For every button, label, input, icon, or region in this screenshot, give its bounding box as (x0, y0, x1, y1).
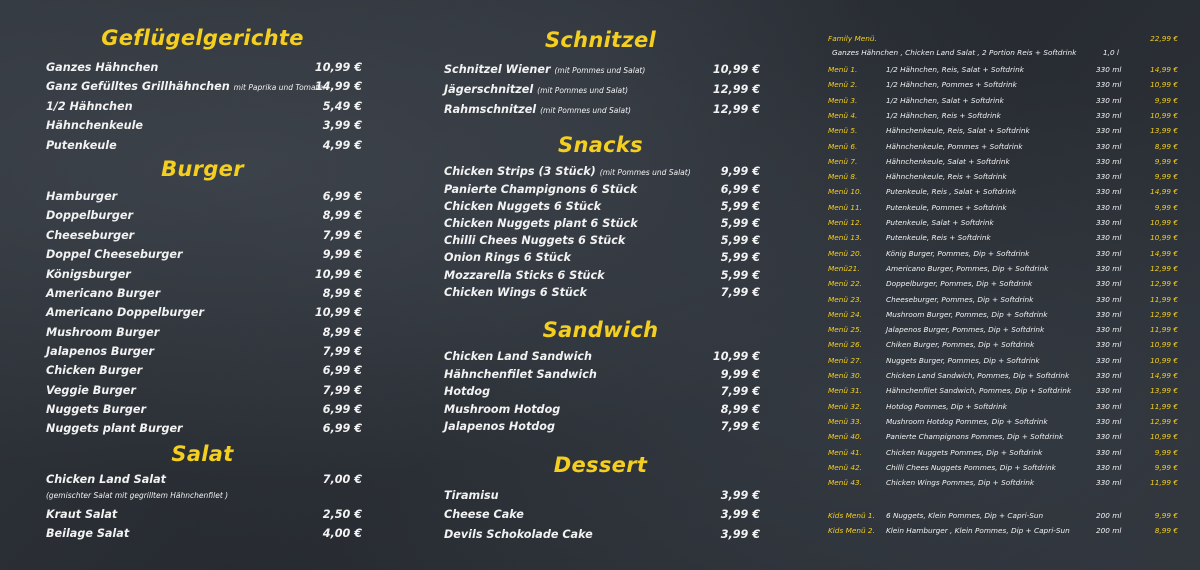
menu-row (828, 307, 1178, 322)
menu-item: Tiramisu 3,99 € (444, 489, 760, 502)
menu-row (828, 508, 1178, 523)
menu-row (828, 353, 1178, 368)
menu-size: 330 ml (1096, 355, 1122, 365)
menu-price: 14,99 € (1150, 371, 1178, 380)
menu-row (828, 460, 1178, 475)
menu-desc: Putenkeule, Salat + Softdrink (886, 218, 994, 227)
menu-item: Chicken Nuggets plant 6 Stück 5,99 € (444, 217, 760, 230)
menu-label: Kids Menü 2. (828, 525, 875, 535)
menu-size: 330 ml (1096, 156, 1122, 166)
menu-price: 14,99 € (1150, 65, 1178, 74)
family-menu-desc: Ganzes Hähnchen , Chicken Land Salat , 2 Portion Reis + Softdrink 1,0 l (832, 48, 1119, 57)
menu-label: Menü 25. (828, 325, 862, 335)
menu-size: 330 ml (1096, 294, 1122, 304)
menu-row (828, 322, 1178, 337)
menu-price: 13,99 € (1150, 126, 1178, 136)
menu-row (828, 169, 1178, 184)
menu-size: 330 ml (1096, 263, 1122, 273)
menu-desc: Putenkeule, Reis + Softdrink (886, 233, 991, 243)
menu-label: Menü 1. (828, 65, 858, 74)
menu-price: 11,99 € (1150, 294, 1178, 304)
menu-label: Menü 43. (828, 478, 862, 488)
menu-desc: Chiken Burger, Pommes, Dip + Softdrink (886, 340, 1035, 350)
menu-label: Menü21. (828, 263, 860, 273)
menu-size: 330 ml (1096, 401, 1122, 411)
menu-label: Menü 41. (828, 447, 862, 457)
menu-price: 9,99 € (1154, 95, 1178, 105)
menu-price: 14,99 € (1150, 187, 1178, 197)
menu-item: Ganzes Hähnchen 10,99 € (46, 61, 362, 74)
menu-item: Mushroom Burger 8,99 € (46, 326, 362, 339)
menu-row (828, 523, 1178, 538)
menu-size: 330 ml (1096, 187, 1122, 197)
menu-row (828, 230, 1178, 245)
menu-label: Menü 22. (828, 279, 862, 289)
menu-item: Beilage Salat 4,00 € (46, 527, 362, 540)
menu-size: 330 ml (1096, 462, 1122, 472)
menu-desc: Hähnchenkeule, Salat + Softdrink (886, 156, 1010, 166)
menu-size: 330 ml (1096, 80, 1122, 90)
menu-size: 330 ml (1096, 126, 1122, 136)
menu-row (828, 261, 1178, 276)
menu-label: Menü 40. (828, 432, 862, 442)
menu-label: Menü 27. (828, 355, 862, 365)
menu-label: Menü 33. (828, 416, 862, 426)
menu-item: Doppel Cheeseburger 9,99 € (46, 248, 362, 261)
menu-price: 9,99 € (1154, 447, 1178, 457)
menu-row (828, 429, 1178, 444)
menu-label: Menü 23. (828, 294, 862, 304)
section-title-snacks: Snacks (558, 133, 643, 157)
menu-label: Kids Menü 1. (828, 511, 875, 520)
menu-desc: Chicken Wings Pommes, Dip + Softdrink (886, 478, 1035, 488)
menu-desc: Hähnchenfilet Sandwich, Pommes, Dip + Softdrink (886, 386, 1072, 396)
menu-row (828, 123, 1178, 138)
item-note: (gemischter Salat mit gegrilltem Hähnchenfilet ) (46, 491, 229, 500)
menu-label: Menü 20. (828, 248, 862, 258)
menu-price: 13,99 € (1150, 386, 1178, 396)
menu-item: Putenkeule 4,99 € (46, 139, 362, 152)
menu-desc: Nuggets Burger, Pommes, Dip + Softdrink (886, 355, 1040, 365)
menu-item: Mozzarella Sticks 6 Stück 5,99 € (444, 269, 760, 282)
menu-item: Schnitzel Wiener (mit Pommes und Salat) 10,99 € (444, 63, 760, 76)
menu-label: Menü 7. (828, 156, 858, 166)
menu-price: 9,99 € (1154, 202, 1178, 212)
menu-label: Menü 31. (828, 386, 862, 396)
menu-item: Chicken Land Sandwich 10,99 € (444, 350, 760, 363)
menu-desc: Mushroom Burger, Pommes, Dip + Softdrink (886, 309, 1048, 319)
menu-item: Hamburger 6,99 € (46, 190, 362, 203)
menu-price: 14,99 € (1150, 248, 1178, 258)
menu-size: 200 ml (1096, 525, 1122, 535)
menu-item: Americano Burger 8,99 € (46, 287, 362, 300)
menu-desc: Hähnchenkeule, Pommes + Softdrink (886, 141, 1023, 151)
menu-desc: 1/2 Hähnchen, Reis + Softdrink (886, 110, 1001, 120)
menu-item: Kraut Salat 2,50 € (46, 508, 362, 521)
menu-item: Jalapenos Burger 7,99 € (46, 345, 362, 358)
menu-desc: Hotdog Pommes, Dip + Softdrink (886, 401, 1007, 411)
menu-price: 10,99 € (1150, 218, 1178, 227)
menu-desc: Mushroom Hotdog Pommes, Dip + Softdrink (886, 416, 1048, 426)
menu-desc: 1/2 Hähnchen, Pommes + Softdrink (886, 80, 1017, 90)
menu-price: 9,99 € (1154, 511, 1178, 520)
menu-row (828, 62, 1178, 77)
menu-label: Menü 2. (828, 80, 858, 90)
menu-label: Menü 24. (828, 309, 862, 319)
menu-item: Mushroom Hotdog 8,99 € (444, 403, 760, 416)
section-title-dessert: Dessert (553, 453, 648, 477)
menu-price: 10,99 € (1150, 110, 1178, 120)
menu-size: 330 ml (1096, 325, 1122, 335)
section-title-gefluegel: Geflügelgerichte (101, 26, 304, 50)
menu-size: 330 ml (1096, 386, 1122, 396)
menu-desc: Putenkeule, Reis , Salat + Softdrink (886, 187, 1017, 197)
menu-price: 12,99 € (1150, 279, 1178, 289)
menu-price: 10,99 € (1150, 340, 1178, 350)
menu-size: 200 ml (1096, 511, 1122, 520)
menu-size: 330 ml (1096, 447, 1122, 457)
menu-item: Nuggets Burger 6,99 € (46, 403, 362, 416)
menu-row (828, 77, 1178, 92)
menu-item: Onion Rings 6 Stück 5,99 € (444, 251, 760, 264)
menu-price: 10,99 € (1150, 80, 1178, 90)
menu-label: Menü 8. (828, 172, 858, 182)
menu-desc: Klein Hamburger , Klein Pommes, Dip + Capri-Sun (886, 525, 1070, 535)
menu-price: 10,99 € (1150, 233, 1178, 243)
menu-item: Veggie Burger 7,99 € (46, 384, 362, 397)
menu-item: Königsburger 10,99 € (46, 268, 362, 281)
menu-desc: Cheeseburger, Pommes, Dip + Softdrink (886, 294, 1034, 304)
menu-label: Menü 3. (828, 95, 858, 105)
section-title-burger: Burger (161, 157, 244, 181)
menu-desc: Doppelburger, Pommes, Dip + Softdrink (886, 279, 1033, 289)
menu-item: Chilli Chees Nuggets 6 Stück 5,99 € (444, 234, 760, 247)
menu-row (828, 246, 1178, 261)
menu-label: Menü 32. (828, 401, 862, 411)
menu-label: Menü 13. (828, 233, 862, 243)
menu-row (828, 200, 1178, 215)
menu-price: 9,99 € (1154, 172, 1178, 182)
menu-price: 12,99 € (1150, 416, 1178, 426)
menu-row (828, 276, 1178, 291)
menu-desc: Panierte Champignons Pommes, Dip + Softdrink (886, 432, 1064, 442)
menu-size: 330 ml (1096, 172, 1122, 182)
menu-item: Chicken Burger 6,99 € (46, 364, 362, 377)
menu-size: 330 ml (1096, 65, 1122, 74)
family-menu-header: Family Menü. 22,99 € (828, 34, 1178, 43)
menu-item: Chicken Land Salat 7,00 € (46, 473, 362, 486)
menu-row (828, 184, 1178, 199)
menu-item: 1/2 Hähnchen 5,49 € (46, 100, 362, 113)
menu-row (828, 414, 1178, 429)
menu-row (828, 108, 1178, 123)
menu-price: 9,99 € (1154, 462, 1178, 472)
menu-size: 330 ml (1096, 279, 1122, 289)
menu-price: 12,99 € (1150, 309, 1178, 319)
menu-size: 330 ml (1096, 309, 1122, 319)
menu-price: 12,99 € (1150, 263, 1178, 273)
menu-price: 8,99 € (1154, 525, 1178, 535)
menu-label: Menü 5. (828, 126, 858, 136)
menu-row (828, 215, 1178, 230)
menu-desc: 1/2 Hähnchen, Salat + Softdrink (886, 95, 1004, 105)
menu-item: Cheese Cake 3,99 € (444, 508, 760, 521)
menu-price: 11,99 € (1150, 325, 1178, 335)
section-title-sandwich: Sandwich (542, 318, 659, 342)
menu-item: Hähnchenkeule 3,99 € (46, 119, 362, 132)
menu-size: 330 ml (1096, 110, 1122, 120)
menu-price: 9,99 € (1154, 156, 1178, 166)
menu-desc: Chicken Land Sandwich, Pommes, Dip + Softdrink (886, 371, 1070, 380)
menu-row (828, 139, 1178, 154)
menu-desc: 6 Nuggets, Klein Pommes, Dip + Capri-Sun (886, 511, 1044, 520)
menu-size: 330 ml (1096, 432, 1122, 442)
menu-price: 10,99 € (1150, 355, 1178, 365)
menu-price: 10,99 € (1150, 432, 1178, 442)
menu-size: 330 ml (1096, 416, 1122, 426)
menu-price: 11,99 € (1150, 478, 1178, 488)
menu-size: 330 ml (1096, 233, 1122, 243)
menu-size: 330 ml (1096, 218, 1122, 227)
menu-price: 11,99 € (1150, 401, 1178, 411)
menu-size: 330 ml (1096, 340, 1122, 350)
menu-desc: Chicken Nuggets Pommes, Dip + Softdrink (886, 447, 1043, 457)
menu-row (828, 337, 1178, 352)
menu-item: Hotdog 7,99 € (444, 385, 760, 398)
menu-item: Jägerschnitzel (mit Pommes und Salat) 12,99 € (444, 83, 760, 96)
menu-row (828, 154, 1178, 169)
menu-label: Menü 42. (828, 462, 862, 472)
menu-row (828, 383, 1178, 398)
menu-size: 330 ml (1096, 248, 1122, 258)
menu-label: Menü 12. (828, 218, 862, 227)
menu-item: Rahmschnitzel (mit Pommes und Salat) 12,99 € (444, 103, 760, 116)
section-title-schnitzel: Schnitzel (544, 28, 657, 52)
menu-label: Menü 6. (828, 141, 858, 151)
menu-item: Americano Doppelburger 10,99 € (46, 306, 362, 319)
menu-size: 330 ml (1096, 478, 1122, 488)
menu-label: Menü 26. (828, 340, 862, 350)
menu-label: Menü 4. (828, 110, 858, 120)
menu-row (828, 368, 1178, 383)
menu-label: Menü 10. (828, 187, 862, 197)
menu-desc: Americano Burger, Pommes, Dip + Softdrink (886, 263, 1049, 273)
menu-label: Menü 11. (828, 202, 862, 212)
menu-item: Ganz Gefülltes Grillhähnchen mit Paprika und Tomaten 14,99 € (46, 80, 362, 93)
menu-row (828, 445, 1178, 460)
menu-desc: Jalapenos Burger, Pommes, Dip + Softdrink (886, 325, 1045, 335)
menu-row (828, 93, 1178, 108)
menu-price: 8,99 € (1154, 141, 1178, 151)
menu-row (828, 292, 1178, 307)
menu-size: 330 ml (1096, 371, 1122, 380)
section-title-salat: Salat (171, 442, 234, 466)
menu-item: Chicken Strips (3 Stück) (mit Pommes und Salat) 9,99 € (444, 165, 760, 178)
menu-item: Panierte Champignons 6 Stück 6,99 € (444, 183, 760, 196)
menu-size: 330 ml (1096, 141, 1122, 151)
menu-row (828, 399, 1178, 414)
menu-size: 330 ml (1096, 95, 1122, 105)
menu-item: Nuggets plant Burger 6,99 € (46, 422, 362, 435)
menu-desc: 1/2 Hähnchen, Reis, Salat + Softdrink (886, 65, 1024, 74)
menu-item: Jalapenos Hotdog 7,99 € (444, 420, 760, 433)
menu-item: Devils Schokolade Cake 3,99 € (444, 528, 760, 541)
menu-item: Chicken Wings 6 Stück 7,99 € (444, 286, 760, 299)
menu-item: Chicken Nuggets 6 Stück 5,99 € (444, 200, 760, 213)
menu-row (828, 475, 1178, 490)
menu-label: Menü 30. (828, 371, 862, 380)
menu-item: Hähnchenfilet Sandwich 9,99 € (444, 368, 760, 381)
menu-desc: König Burger, Pommes, Dip + Softdrink (886, 248, 1030, 258)
menu-desc: Hähnchenkeule, Reis, Salat + Softdrink (886, 126, 1030, 136)
menu-item: Doppelburger 8,99 € (46, 209, 362, 222)
menu-item: Cheeseburger 7,99 € (46, 229, 362, 242)
menu-desc: Chilli Chees Nuggets Pommes, Dip + Softdrink (886, 462, 1056, 472)
menu-size: 330 ml (1096, 202, 1122, 212)
menu-desc: Putenkeule, Pommes + Softdrink (886, 202, 1007, 212)
menu-desc: Hähnchenkeule, Reis + Softdrink (886, 172, 1007, 182)
